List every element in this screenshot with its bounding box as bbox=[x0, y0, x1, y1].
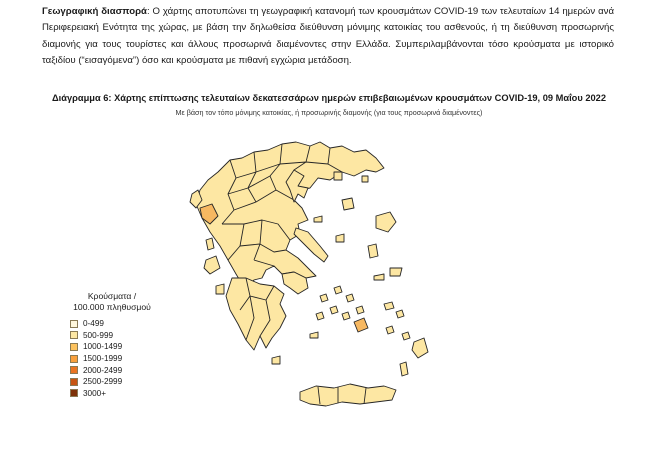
legend-item bbox=[70, 376, 162, 388]
map-legend bbox=[62, 291, 162, 399]
rhodes-island bbox=[412, 338, 428, 358]
evia-island bbox=[294, 228, 328, 262]
legend-item bbox=[70, 341, 162, 353]
lefkada-island bbox=[206, 238, 214, 250]
cyclades-island bbox=[320, 294, 328, 302]
legend-title-line2: 100.000 πληθυσμού bbox=[73, 302, 151, 312]
legend-title-line1: Κρούσματα / bbox=[87, 291, 137, 301]
legend-item bbox=[70, 364, 162, 376]
legend-label: 500-999 bbox=[83, 330, 114, 340]
legend-item bbox=[70, 388, 162, 400]
legend-label: 1000-1499 bbox=[83, 342, 123, 352]
ikaria-island bbox=[374, 274, 384, 280]
legend-swatch bbox=[70, 366, 78, 374]
chios-island bbox=[368, 244, 378, 258]
limnos-island bbox=[342, 198, 354, 210]
legend-item bbox=[70, 318, 162, 330]
legend-swatch bbox=[70, 355, 78, 363]
legend-title bbox=[62, 291, 162, 313]
legend-label: 0-499 bbox=[83, 319, 104, 329]
legend-label: 3000+ bbox=[83, 388, 106, 398]
figure-title: Διάγραμμα 6: Χάρτης επίπτωσης τελευταίων δεκατεσσάρων ημερών επιβεβαιωμένων κρουσμάτων COVID-19, 09 Μαΐου 2022 bbox=[51, 93, 607, 103]
kefalonia-island bbox=[204, 256, 220, 274]
cyclades-island bbox=[356, 306, 364, 314]
dodecanese-island bbox=[396, 310, 404, 318]
skyros-island bbox=[336, 234, 344, 242]
legend-label: 2000-2499 bbox=[83, 365, 123, 375]
dodecanese-island bbox=[384, 302, 394, 310]
legend-swatch bbox=[70, 378, 78, 386]
peloponnese bbox=[226, 278, 286, 350]
crete-island bbox=[300, 384, 396, 406]
samothraki-island bbox=[362, 176, 368, 182]
paragraph-lead: Γεωγραφική διασπορά bbox=[42, 6, 147, 17]
legend-swatch bbox=[70, 389, 78, 397]
legend-item bbox=[70, 353, 162, 365]
cyclades-island bbox=[334, 286, 342, 294]
cyclades-island bbox=[342, 312, 350, 320]
zakynthos-island bbox=[216, 284, 224, 294]
dodecanese-island bbox=[386, 326, 394, 334]
naxos-island-highlight bbox=[354, 318, 368, 332]
cyclades-island bbox=[346, 294, 354, 302]
legend-label: 2500-2999 bbox=[83, 377, 123, 387]
paragraph-text: : Ο χάρτης αποτυπώνει τη γεωγραφική κατανομή των κρουσμάτων COVID-19 των τελευταίων 14 ημερών ανά Περιφερειακή Ενότητα της χώρας, με βάση την δηλωθείσα διεύθυνση μόνιμης κατοικίας του ασθενούς, ή τη διεύθυνση προσωρινής διαμονής για τους τουρίστες και άλλους προσωρινά διαμένοντες στην Ελλάδα. Συμπεριλαμβάνονται τόσο κρούσματα με ιστορικό ταξιδίου (“εισαγόμενα”) όσο και κρούσματα με πιθανή εγχώρια μετάδοση. bbox=[42, 6, 614, 67]
cyclades-island bbox=[330, 306, 338, 314]
milos-island bbox=[310, 332, 318, 338]
kythira-island bbox=[272, 356, 280, 364]
dodecanese-island bbox=[402, 332, 410, 340]
legend-item bbox=[70, 330, 162, 342]
legend-swatch bbox=[70, 320, 78, 328]
legend-swatch bbox=[70, 331, 78, 339]
thasos-island bbox=[334, 172, 342, 180]
legend-label: 1500-1999 bbox=[83, 354, 123, 364]
lesvos-island bbox=[376, 212, 396, 232]
samos-island bbox=[390, 268, 402, 276]
karpathos-island bbox=[400, 362, 408, 376]
sporades-islands bbox=[314, 216, 322, 222]
legend-items bbox=[62, 318, 162, 399]
intro-paragraph bbox=[42, 4, 614, 70]
cyclades-island bbox=[316, 312, 324, 320]
legend-swatch bbox=[70, 343, 78, 351]
figure-subtitle: Με βάση τον τόπο μόνιμης κατοικίας, ή προσωρινής διαμονής (για τους προσωρινά διαμένοντες) bbox=[175, 108, 483, 117]
greece-incidence-map bbox=[170, 128, 450, 418]
